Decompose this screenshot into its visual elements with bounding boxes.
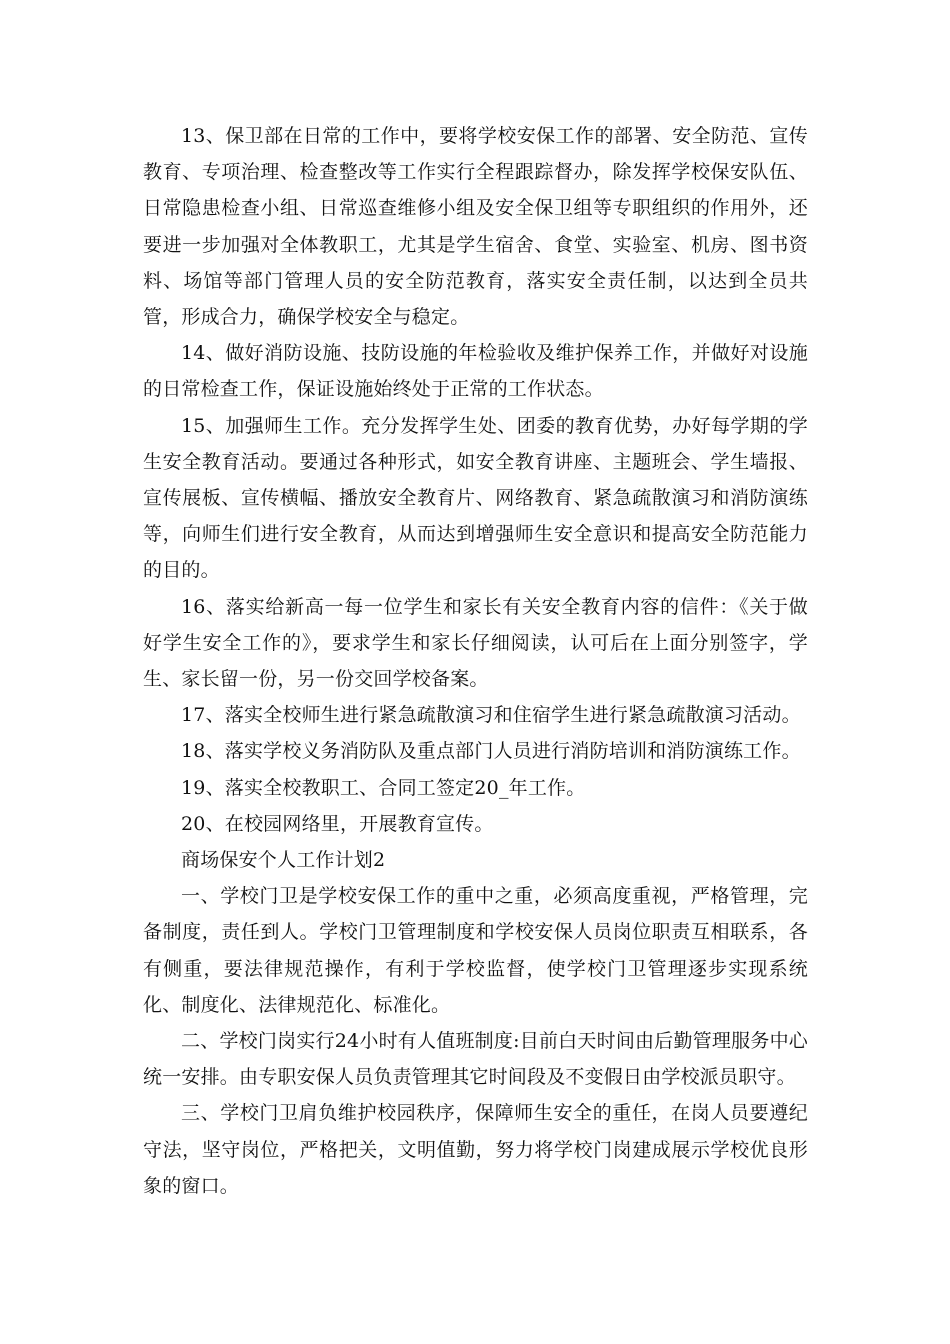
paragraph-section-2: 二、学校门岗实行24小时有人值班制度:目前白天时间由后勤管理服务中心统一安排。由专职安保人员负责管理其它时间段及不变假日由学校派员职守。 bbox=[143, 1030, 808, 1089]
paragraph-18: 18、落实学校义务消防队及重点部门人员进行消防培训和消防演练工作。 bbox=[181, 740, 801, 763]
paragraph-13: 13、保卫部在日常的工作中，要将学校安保工作的部署、安全防范、宣传教育、专项治理、检查整改等工作实行全程跟踪督办，除发挥学校保安队伍、日常隐患检查小组、日常巡查维修小组及安全保卫组等专职组织的作用外，还要进一步加强对全体教职工，尤其是学生宿舍、食堂、实验室、机房、图书资料、场馆等部门管理人员的安全防范教育，落实安全责任制，以达到全员共管，形成合力，确保学校安全与稳定。 bbox=[143, 125, 808, 329]
section-heading: 商场保安个人工作计划2 bbox=[181, 849, 386, 872]
paragraph-14: 14、做好消防设施、技防设施的年检验收及维护保养工作，并做好对设施的日常检查工作，保证设施始终处于正常的工作状态。 bbox=[143, 342, 808, 401]
paragraph-17: 17、落实全校师生进行紧急疏散演习和住宿学生进行紧急疏散演习活动。 bbox=[181, 704, 801, 727]
document-body bbox=[143, 118, 808, 1204]
paragraph-section-3: 三、学校门卫肩负维护校园秩序，保障师生安全的重任，在岗人员要遵纪守法，坚守岗位，严格把关，文明值勤，努力将学校门岗建成展示学校优良形象的窗口。 bbox=[143, 1102, 808, 1197]
paragraph-15: 15、加强师生工作。充分发挥学生处、团委的教育优势，办好每学期的学生安全教育活动。要通过各种形式，如安全教育讲座、主题班会、学生墙报、宣传展板、宣传横幅、播放安全教育片、网络教育、紧急疏散演习和消防演练等，向师生们进行安全教育，从而达到增强师生安全意识和提高安全防范能力的目的。 bbox=[143, 414, 808, 582]
paragraph-19: 19、落实全校教职工、合同工签定20_年工作。 bbox=[181, 776, 586, 799]
paragraph-section-1: 一、学校门卫是学校安保工作的重中之重，必须高度重视，严格管理，完备制度，责任到人。学校门卫管理制度和学校安保人员岗位职责互相联系，各有侧重，要法律规范操作，有利于学校监督，使学校门卫管理逐步实现系统化、制度化、法律规范化、标准化。 bbox=[143, 885, 808, 1016]
paragraph-20: 20、在校园网络里，开展教育宣传。 bbox=[181, 812, 494, 835]
paragraph-16: 16、落实给新高一每一位学生和家长有关安全教育内容的信件：《关于做好学生安全工作的》，要求学生和家长仔细阅读，认可后在上面分别签字，学生、家长留一份，另一份交回学校备案。 bbox=[143, 595, 808, 691]
